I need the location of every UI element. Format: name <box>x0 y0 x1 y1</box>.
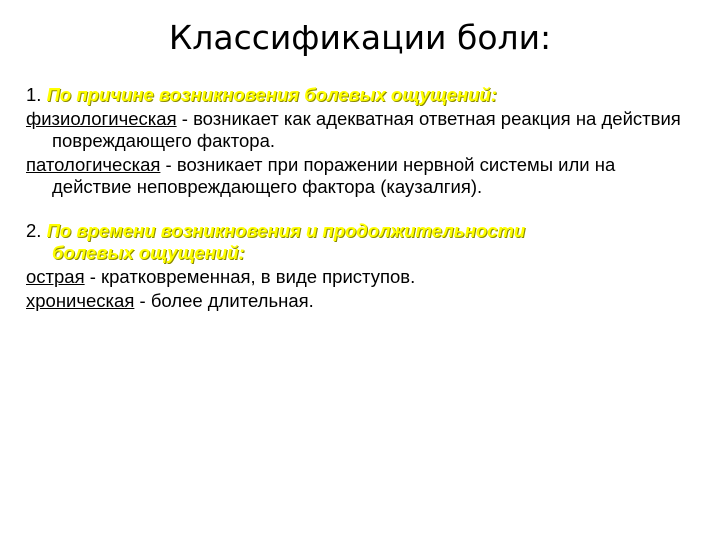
list-item <box>26 266 696 288</box>
section-1-heading-text: По причине возникновения болевых ощущений: <box>46 84 497 105</box>
slide-content <box>26 84 696 312</box>
list-item <box>26 108 696 152</box>
term-physiological-description: - возникает как адекватная ответная реакция на действия повреждающего фактора. <box>52 108 681 151</box>
list-item <box>26 290 696 312</box>
section-2-heading-text-line1: По времени возникновения и продолжительности <box>46 220 526 241</box>
term-chronic: хроническая <box>26 290 135 311</box>
list-item <box>26 154 696 198</box>
term-pathological-description: - возникает при поражении нервной системы или на действие неповреждающего фактора (каузалгия). <box>52 154 616 197</box>
term-acute-description: - кратковременная, в виде приступов. <box>84 266 416 287</box>
section-2-heading-text-line2: болевых ощущений: <box>52 242 245 263</box>
term-acute: острая <box>26 266 85 287</box>
term-physiological: физиологическая <box>26 108 177 129</box>
term-chronic-description: - более длительная. <box>134 290 314 311</box>
slide-title: Классификации боли: <box>168 18 552 57</box>
section-1-heading <box>26 84 696 106</box>
section-spacer <box>26 198 696 220</box>
section-2-heading <box>26 220 696 264</box>
section-2-number: 2. <box>26 220 42 241</box>
term-pathological: патологическая <box>26 154 161 175</box>
section-1-number: 1. <box>26 84 42 105</box>
